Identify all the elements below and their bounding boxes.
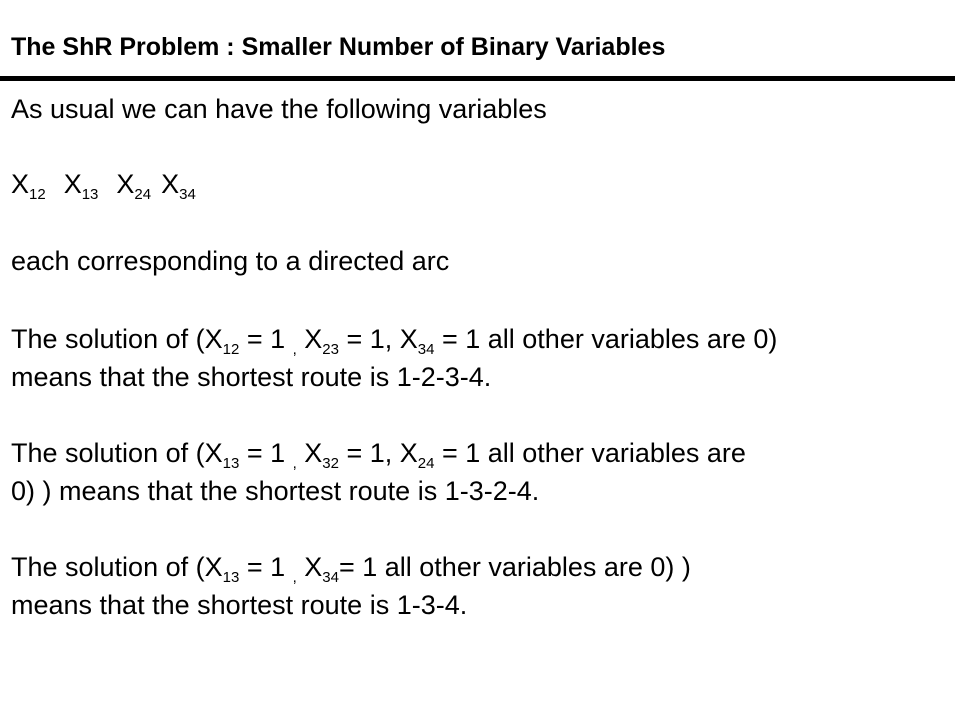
solution-2-line-1: The solution of ($X_{13} = 1$ $_,$ $X_{32} = 1$, $X_{24} = 1$ all other variables are [11, 438, 746, 472]
solution-1-line-1: The solution of ($X_{12} = 1$ $_,$ $X_{23} = 1$, $X_{34} = 1$ all other variables are 0) [11, 324, 778, 358]
variable-x13: $X_{13}$ [63, 169, 99, 203]
variables-list [11, 169, 196, 203]
title-divider [0, 76, 955, 81]
solution-1-line-2: means that the shortest route is 1-2-3-4. [11, 362, 492, 392]
variable-x24: $X_{24}$ [116, 169, 152, 203]
solution-3-line-2: means that the shortest route is 1-3-4. [11, 590, 468, 620]
arc-description: each corresponding to a directed arc [11, 246, 450, 276]
variable-x34: $X_{34}$ [161, 169, 196, 203]
slide-title: The ShR Problem : Smaller Number of Binary Variables [11, 33, 666, 61]
solution-2-line-2: 0) ) means that the shortest route is 1-3-2-4. [11, 476, 540, 506]
solution-3-line-1: The solution of ($X_{13} = 1$ $_,$ $X_{34}= 1$ all other variables are 0) ) [11, 552, 691, 586]
intro-text: As usual we can have the following variables [11, 94, 547, 124]
variable-x12: $X_{12}$ [11, 169, 46, 203]
